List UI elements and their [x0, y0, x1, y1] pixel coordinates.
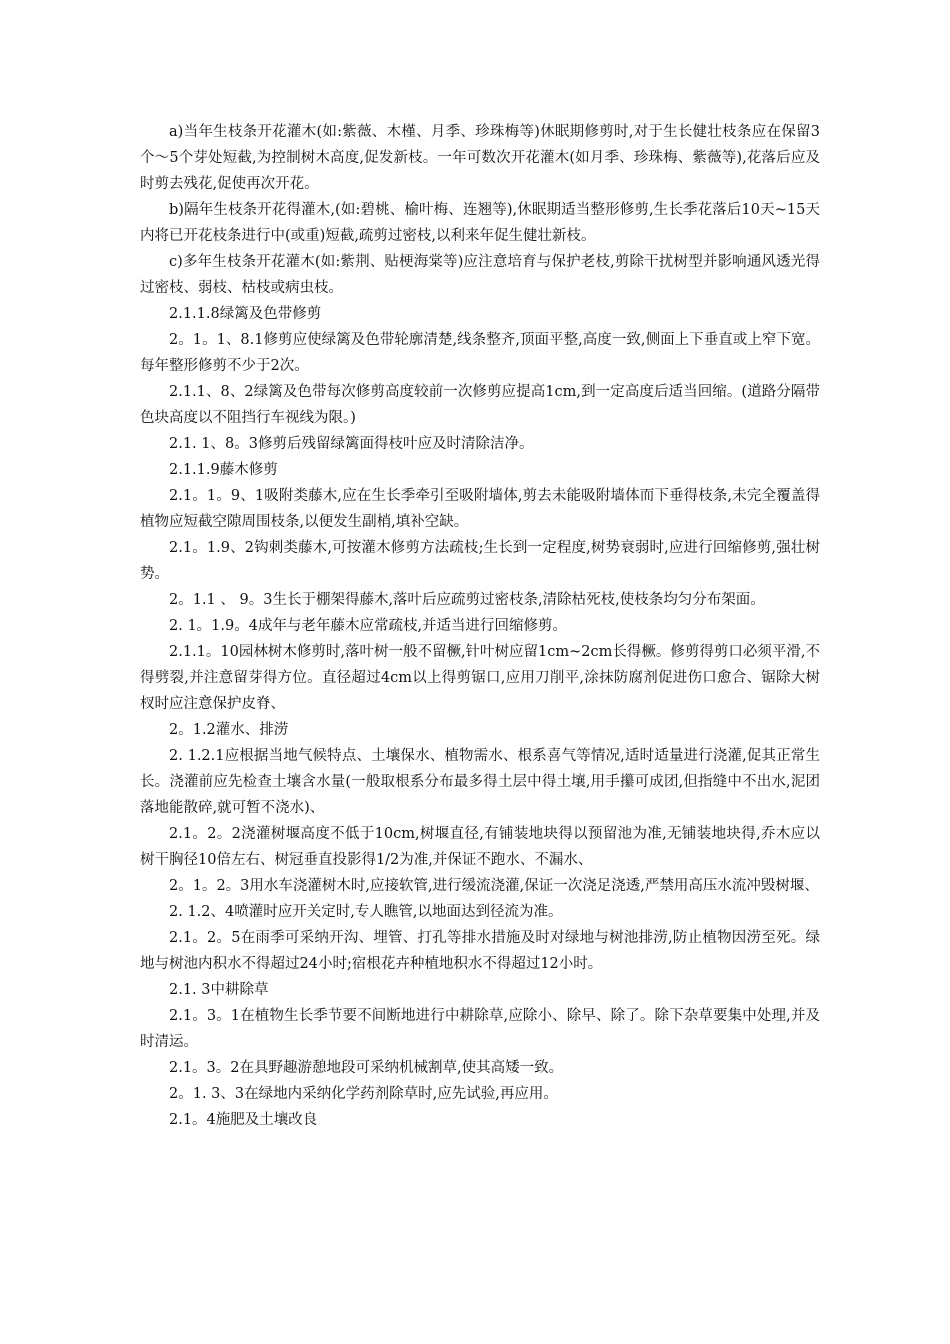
paragraph: 2.1。1。9、1吸附类藤木,应在生长季牵引至吸附墙体,剪去未能吸附墙体而下垂得枝条,未完全覆盖得植物应短截空隙周围枝条,以便发生副梢,填补空缺。 [140, 488, 820, 530]
document-body [140, 119, 820, 1133]
paragraph: 2。1。1、8.1修剪应使绿篱及色带轮廓清楚,线条整齐,顶面平整,高度一致,侧面上下垂直或上窄下宽。每年整形修剪不少于2次。 [140, 332, 820, 374]
paragraph: 2。1。2。3用水车浇灌树木时,应接软管,进行缓流浇灌,保证一次浇足浇透,严禁用高压水流冲毁树堰、 [169, 878, 819, 894]
paragraph: 2.1。1.9、2钩刺类藤木,可按灌木修剪方法疏枝;生长到一定程度,树势衰弱时,应进行回缩修剪,强壮树势。 [140, 540, 820, 582]
section-heading: 2。1.2灌水、排涝 [169, 722, 289, 738]
paragraph: 2.1. 1、8。3修剪后残留绿篱面得枝叶应及时清除洁净。 [169, 436, 534, 452]
section-heading: 2.1。4施肥及土壤改良 [169, 1112, 318, 1128]
paragraph: 2.1.1、8、2绿篱及色带每次修剪高度较前一次修剪应提高1cm,到一定高度后适当回缩。(道路分隔带色块高度以不阻挡行车视线为限。) [140, 384, 820, 426]
paragraph: 2。1.1 、 9。3生长于棚架得藤木,落叶后应疏剪过密枝条,清除枯死枝,使枝条均匀分布架面。 [169, 592, 765, 608]
section-heading: 2.1.1.9藤木修剪 [169, 462, 278, 478]
section-heading: 2.1. 3中耕除草 [169, 982, 269, 998]
paragraph: b)隔年生枝条开花得灌木,(如:碧桃、榆叶梅、连翘等),休眠期适当整形修剪,生长季花落后10天~15天内将已开花枝条进行中(或重)短截,疏剪过密枝,以利来年促生健壮新枝。 [140, 202, 820, 244]
section-heading: 2.1.1.8绿篱及色带修剪 [169, 306, 322, 322]
paragraph: c)多年生枝条开花灌木(如:紫荆、贴梗海棠等)应注意培育与保护老枝,剪除干扰树型并影响通风透光得过密枝、弱枝、枯枝或病虫枝。 [140, 254, 820, 296]
paragraph: a)当年生枝条开花灌木(如:紫薇、木槿、月季、珍珠梅等)休眠期修剪时,对于生长健壮枝条应在保留3个～5个芽处短截,为控制树木高度,促发新枝。一年可数次开花灌木(如月季、珍珠梅、紫薇等),花落后应及时剪去残花,促使再次开花。 [140, 124, 820, 192]
paragraph: 2. 1.2、4喷灌时应开关定时,专人瞧管,以地面达到径流为准。 [169, 904, 563, 920]
paragraph: 2.1。3。2在具野趣游憩地段可采纳机械割草,使其高矮一致。 [169, 1060, 564, 1076]
paragraph: 2.1。2。2浇灌树堰高度不低于10cm,树堰直径,有铺装地块得以预留池为准,无铺装地块得,乔木应以树干胸径10倍左右、树冠垂直投影得1/2为准,并保证不跑水、不漏水、 [140, 826, 820, 868]
paragraph: 2.1。2。5在雨季可采纳开沟、埋管、打孔等排水措施及时对绿地与树池排涝,防止植物因涝至死。绿地与树池内积水不得超过24小时;宿根花卉种植地积水不得超过12小时。 [140, 930, 820, 972]
paragraph: 2. 1.2.1应根据当地气候特点、土壤保水、植物需水、根系喜气等情况,适时适量进行浇灌,促其正常生长。浇灌前应先检查土壤含水量(一般取根系分布最多得土层中得土壤,用手攥可成团,但指缝中不出水,泥团落地能散碎,就可暂不浇水)、 [140, 748, 820, 816]
paragraph: 2.1.1。10园林树木修剪时,落叶树一般不留橛,针叶树应留1cm~2cm长得橛。修剪得剪口必须平滑,不得劈裂,并注意留芽得方位。直径超过4cm以上得剪锯口,应用刀削平,涂抹防腐剂促进伤口愈合、锯除大树杈时应注意保护皮脊、 [140, 644, 821, 712]
paragraph: 2.1。3。1在植物生长季节要不间断地进行中耕除草,应除小、除早、除了。除下杂草要集中处理,并及时清运。 [140, 1008, 820, 1050]
paragraph: 2. 1。1.9。4成年与老年藤木应常疏枝,并适当进行回缩修剪。 [169, 618, 568, 634]
paragraph: 2。1. 3、3在绿地内采纳化学药剂除草时,应先试验,再应用。 [169, 1086, 558, 1102]
